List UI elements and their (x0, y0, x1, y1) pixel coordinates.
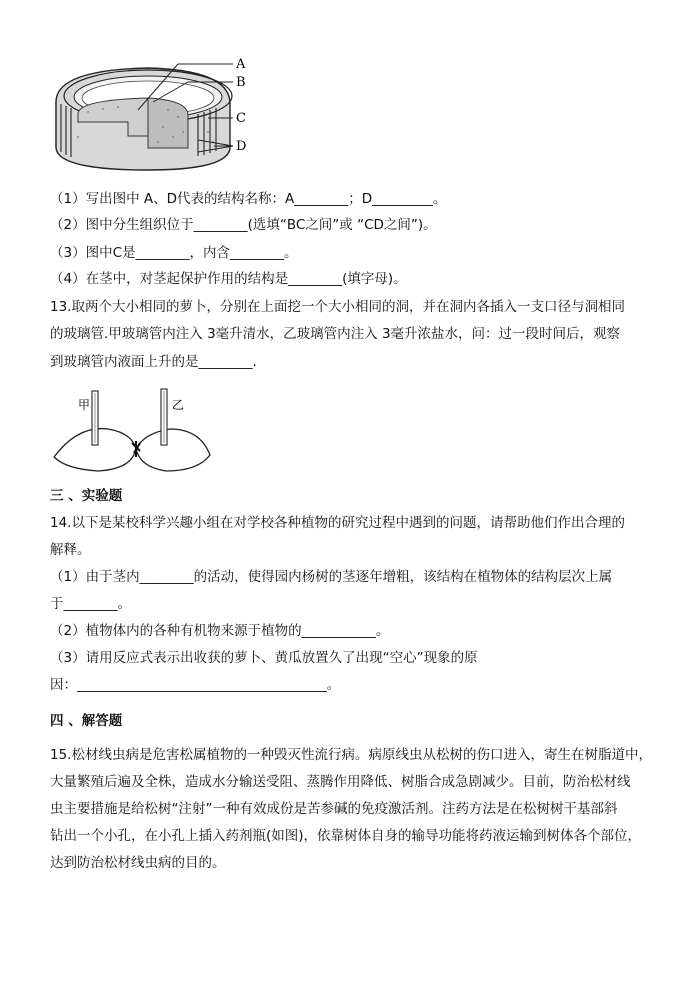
q15-line-1: 15.松材线虫病是危害松属植物的一种毁灭性流行病。病原线虫从松树的伤口进入，寄生在树脂道中， (50, 747, 652, 763)
q13-line-2: 的玻璃管.甲玻璃管内注入 3毫升清水，乙玻璃管内注入 3毫升浓盐水，问：过一段时间后，观察 (50, 326, 621, 342)
section-3-title: 三 、实验题 (50, 488, 123, 504)
label-d: D (236, 139, 247, 154)
stem-cross-section-figure (48, 52, 263, 176)
q12-line-2: （2）图中分生组织位于________(选填“BC之间”或 “CD之间”)。 (50, 217, 437, 233)
radish-tubes-figure (48, 385, 218, 475)
label-jia: 甲 (78, 398, 91, 412)
q12-line-1: （1）写出图中 A、D代表的结构名称：A________；D_________。 (50, 191, 447, 207)
q14-line-4: 于________。 (50, 596, 131, 612)
label-a: A (236, 57, 246, 72)
label-c: C (236, 111, 246, 126)
label-b: B (236, 75, 246, 90)
q14-line-2: 解释。 (50, 542, 91, 558)
q14-line-1: 14.以下是某校科学兴趣小组在对学校各种植物的研究过程中遇到的问题，请帮助他们作出合理的 (50, 515, 625, 531)
q13-line-3: 到玻璃管内液面上升的是________. (50, 354, 257, 370)
section-4-title: 四 、解答题 (50, 713, 123, 729)
q14-line-3: （1）由于茎内________的活动，使得园内杨树的茎逐年增粗，该结构在植物体的结构层次上属 (50, 569, 613, 585)
q15-line-3: 虫主要措施是给松树“注射”一种有效成份是苦参碱的免疫激活剂。注药方法是在松树树干基部斜 (50, 801, 618, 817)
label-yi: 乙 (172, 398, 185, 412)
q15-line-2: 大量繁殖后遍及全株，造成水分输送受阻、蒸腾作用降低、树脂合成急剧减少。目前，防治松材线 (50, 774, 631, 790)
q15-line-5: 达到防治松材线虫病的目的。 (50, 855, 226, 871)
q14-line-5: （2）植物体内的各种有机物来源于植物的___________。 (50, 623, 390, 639)
q12-line-3: （3）图中C是________，内含________。 (50, 245, 298, 261)
q14-line-7: 因：_____________________________________。 (50, 677, 341, 693)
q14-line-6: （3）请用反应式表示出收获的萝卜、黄瓜放置久了出现“空心”现象的原 (50, 650, 478, 666)
q12-line-4: （4）在茎中，对茎起保护作用的结构是________(填字母)。 (50, 271, 407, 287)
q15-line-4: 钻出一个小孔，在小孔上插入药剂瓶(如图)，依靠树体自身的输导功能将药液运输到树体各个部位， (50, 828, 642, 844)
q13-line-1: 13.取两个大小相同的萝卜，分别在上面挖一个大小相同的洞，并在洞内各插入一支口径与洞相同 (50, 299, 625, 315)
